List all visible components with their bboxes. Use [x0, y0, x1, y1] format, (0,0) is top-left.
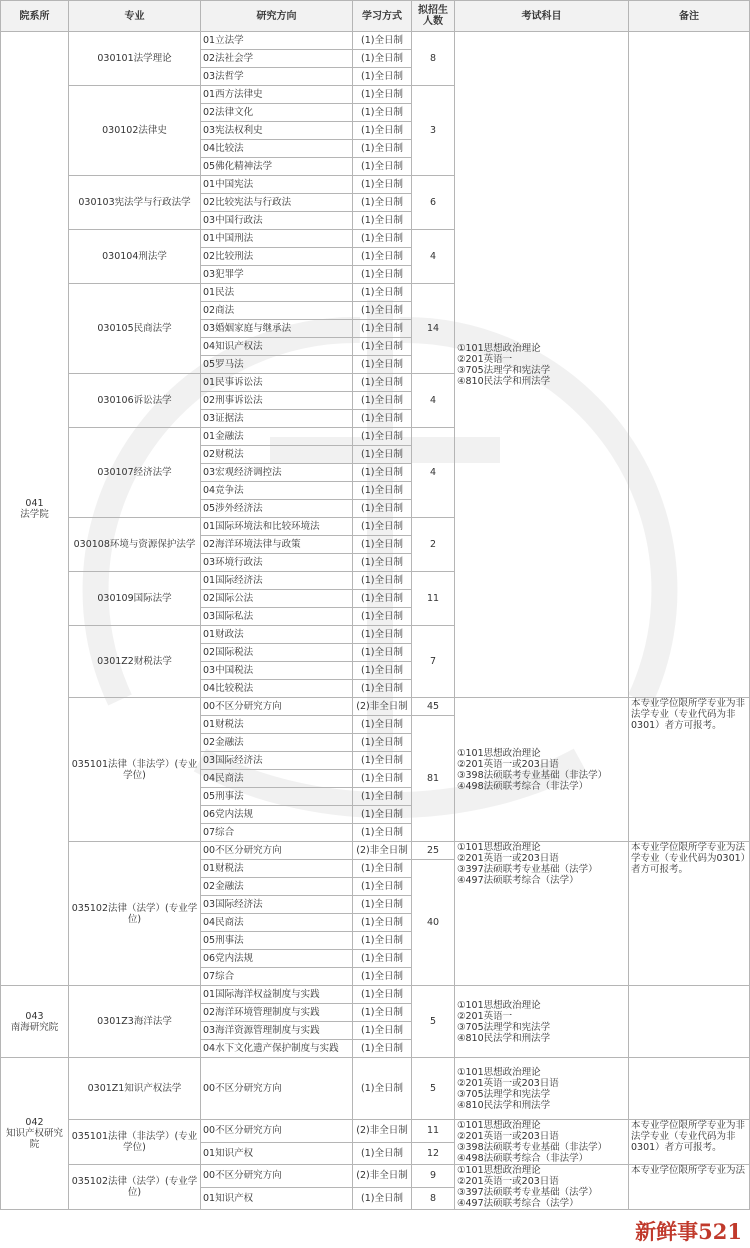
- direction-cell: 02海洋环境法律与政策: [201, 536, 353, 554]
- note-cell: 本专业学位限所学专业为非法学专业（专业代码为非0301）者方可报考。: [629, 1120, 750, 1165]
- exam-line: ②201英语一或203日语: [457, 1077, 559, 1089]
- direction-cell: 00不区分研究方向: [201, 842, 353, 860]
- mode-cell: (1)全日制: [353, 806, 412, 824]
- major-cell: 030109国际法学: [69, 572, 201, 626]
- note-cell: [629, 32, 750, 698]
- mode-cell: (1)全日制: [353, 320, 412, 338]
- major-cell: 035101法律（非法学）(专业学位): [69, 1120, 201, 1165]
- direction-cell: 01中国刑法: [201, 230, 353, 248]
- college-043: [1, 986, 69, 1058]
- quota-cell: 8: [412, 1187, 455, 1210]
- mode-cell: (1)全日制: [353, 572, 412, 590]
- mode-cell: (1)全日制: [353, 1187, 412, 1210]
- exam-line: ④810民法学和刑法学: [457, 1032, 551, 1044]
- exam-line: ①101思想政治理论: [457, 747, 541, 759]
- mode-cell: (1)全日制: [353, 1058, 412, 1120]
- direction-cell: 05佛化精神法学: [201, 158, 353, 176]
- major-cell: 030101法学理论: [69, 32, 201, 86]
- mode-cell: (1)全日制: [353, 464, 412, 482]
- direction-cell: 02法社会学: [201, 50, 353, 68]
- direction-cell: 01财税法: [201, 860, 353, 878]
- major-cell: 0301Z3海洋法学: [69, 986, 201, 1058]
- mode-cell: (1)全日制: [353, 518, 412, 536]
- mode-cell: (1)全日制: [353, 986, 412, 1004]
- direction-cell: 01民法: [201, 284, 353, 302]
- college-041: [1, 32, 69, 986]
- mode-cell: (1)全日制: [353, 770, 412, 788]
- exam-line: ②201英语一或203日语: [457, 1131, 559, 1142]
- mode-cell: (1)全日制: [353, 878, 412, 896]
- mode-cell: (1)全日制: [353, 104, 412, 122]
- direction-cell: 03证据法: [201, 410, 353, 428]
- direction-cell: 03国际私法: [201, 608, 353, 626]
- exam-line: ②201英语一: [457, 353, 513, 365]
- direction-cell: 02刑事诉讼法: [201, 392, 353, 410]
- direction-cell: 02财税法: [201, 446, 353, 464]
- college-code: 041: [25, 497, 44, 509]
- mode-cell: (1)全日制: [353, 536, 412, 554]
- direction-cell: 01知识产权: [201, 1142, 353, 1165]
- mode-cell: (1)全日制: [353, 410, 412, 428]
- mode-cell: (1)全日制: [353, 824, 412, 842]
- quota-cell: 7: [412, 626, 455, 698]
- direction-cell: 01国际海洋权益制度与实践: [201, 986, 353, 1004]
- direction-cell: 02金融法: [201, 734, 353, 752]
- header-note: 备注: [629, 1, 750, 32]
- mode-cell: (1)全日制: [353, 32, 412, 50]
- quota-cell: 12: [412, 1142, 455, 1165]
- mode-cell: (1)全日制: [353, 914, 412, 932]
- exam-line: ①101思想政治理论: [457, 842, 541, 853]
- quota-cell: 6: [412, 176, 455, 230]
- note-cell: 本专业学位限所学专业为法学专业（专业代码为0301）者方可报考。: [629, 842, 750, 986]
- exam-line: ④497法硕联考综合（法学）: [457, 875, 579, 886]
- exam-cell: [455, 1058, 629, 1120]
- direction-cell: 07综合: [201, 824, 353, 842]
- note-cell: [629, 1058, 750, 1120]
- mode-cell: (1)全日制: [353, 176, 412, 194]
- direction-cell: 04比较税法: [201, 680, 353, 698]
- major-cell: 030104刑法学: [69, 230, 201, 284]
- mode-cell: (1)全日制: [353, 896, 412, 914]
- exam-line: ②201英语一或203日语: [457, 1176, 559, 1187]
- mode-cell: (1)全日制: [353, 950, 412, 968]
- quota-cell: 4: [412, 428, 455, 518]
- note-cell: [629, 986, 750, 1058]
- exam-line: ①101思想政治理论: [457, 342, 541, 354]
- exam-line: ③398法硕联考专业基础（非法学）: [457, 1142, 608, 1153]
- direction-cell: 01国际经济法: [201, 572, 353, 590]
- quota-cell: 81: [412, 716, 455, 842]
- direction-cell: 01金融法: [201, 428, 353, 446]
- college-code: 043: [25, 1010, 44, 1022]
- note-cell: 本专业学位限所学专业为非法学专业（专业代码为非0301）者方可报考。: [629, 698, 750, 842]
- direction-cell: 03犯罪学: [201, 266, 353, 284]
- exam-line: ①101思想政治理论: [457, 1066, 541, 1078]
- mode-cell: (2)非全日制: [353, 698, 412, 716]
- exam-cell: [455, 986, 629, 1058]
- mode-cell: (1)全日制: [353, 302, 412, 320]
- mode-cell: (1)全日制: [353, 500, 412, 518]
- mode-cell: (2)非全日制: [353, 1120, 412, 1143]
- direction-cell: 05涉外经济法: [201, 500, 353, 518]
- mode-cell: (1)全日制: [353, 608, 412, 626]
- mode-cell: (1)全日制: [353, 230, 412, 248]
- exam-line: ①101思想政治理论: [457, 999, 541, 1011]
- corner-watermark: 新鲜事521: [635, 1219, 742, 1244]
- quota-cell: 25: [412, 842, 455, 860]
- exam-line: ④498法硕联考综合（非法学）: [457, 1153, 589, 1164]
- mode-cell: (1)全日制: [353, 626, 412, 644]
- exam-line: ②201英语一或203日语: [457, 758, 559, 770]
- direction-cell: 03国际经济法: [201, 896, 353, 914]
- mode-cell: (1)全日制: [353, 86, 412, 104]
- quota-cell: 40: [412, 860, 455, 986]
- mode-cell: (1)全日制: [353, 932, 412, 950]
- exam-line: ②201英语一或203日语: [457, 853, 559, 864]
- direction-cell: 04水下文化遗产保护制度与实践: [201, 1040, 353, 1058]
- mode-cell: (1)全日制: [353, 338, 412, 356]
- direction-cell: 02法律文化: [201, 104, 353, 122]
- major-cell: 035101法律（非法学）(专业学位): [69, 698, 201, 842]
- mode-cell: (2)非全日制: [353, 1165, 412, 1188]
- direction-cell: 04知识产权法: [201, 338, 353, 356]
- mode-cell: (1)全日制: [353, 680, 412, 698]
- header-mode: 学习方式: [353, 1, 412, 32]
- direction-cell: 05刑事法: [201, 788, 353, 806]
- exam-line: ④497法硕联考综合（法学）: [457, 1198, 579, 1209]
- exam-line: ④810民法学和刑法学: [457, 1099, 551, 1111]
- direction-cell: 02国际税法: [201, 644, 353, 662]
- college-name: 知识产权研究院: [5, 1128, 63, 1150]
- direction-cell: 01财政法: [201, 626, 353, 644]
- major-cell: 0301Z2财税法学: [69, 626, 201, 698]
- mode-cell: (1)全日制: [353, 266, 412, 284]
- quota-cell: 14: [412, 284, 455, 374]
- direction-cell: 01西方法律史: [201, 86, 353, 104]
- header-college: 院系所: [1, 1, 69, 32]
- mode-cell: (1)全日制: [353, 248, 412, 266]
- mode-cell: (1)全日制: [353, 860, 412, 878]
- direction-cell: 01民事诉讼法: [201, 374, 353, 392]
- college-name: 南海研究院: [10, 1021, 59, 1033]
- exam-line: ①101思想政治理论: [457, 1120, 541, 1131]
- direction-cell: 03环境行政法: [201, 554, 353, 572]
- header-quota: 拟招生人数: [412, 1, 455, 32]
- mode-cell: (1)全日制: [353, 554, 412, 572]
- quota-cell: 4: [412, 374, 455, 428]
- mode-cell: (1)全日制: [353, 140, 412, 158]
- direction-cell: 01国际环境法和比较环境法: [201, 518, 353, 536]
- direction-cell: 03宏观经济调控法: [201, 464, 353, 482]
- direction-cell: 03中国行政法: [201, 212, 353, 230]
- major-cell: 030102法律史: [69, 86, 201, 176]
- direction-cell: 01财税法: [201, 716, 353, 734]
- mode-cell: (1)全日制: [353, 752, 412, 770]
- mode-cell: (1)全日制: [353, 68, 412, 86]
- note-cell: 本专业学位限所学专业为法: [629, 1165, 750, 1210]
- mode-cell: (1)全日制: [353, 356, 412, 374]
- direction-cell: 02比较宪法与行政法: [201, 194, 353, 212]
- mode-cell: (1)全日制: [353, 1142, 412, 1165]
- mode-cell: (1)全日制: [353, 1004, 412, 1022]
- mode-cell: (1)全日制: [353, 194, 412, 212]
- mode-cell: (1)全日制: [353, 716, 412, 734]
- major-cell: 030105民商法学: [69, 284, 201, 374]
- quota-cell: 45: [412, 698, 455, 716]
- direction-cell: 03法哲学: [201, 68, 353, 86]
- exam-line: ③705法理学和宪法学: [457, 364, 551, 376]
- direction-cell: 03海洋资源管理制度与实践: [201, 1022, 353, 1040]
- quota-cell: 3: [412, 86, 455, 176]
- quota-cell: 9: [412, 1165, 455, 1188]
- mode-cell: (1)全日制: [353, 50, 412, 68]
- exam-cell: [455, 698, 629, 842]
- direction-cell: 04民商法: [201, 770, 353, 788]
- direction-cell: 04竞争法: [201, 482, 353, 500]
- direction-cell: 06党内法规: [201, 806, 353, 824]
- direction-cell: 01知识产权: [201, 1187, 353, 1210]
- direction-cell: 00不区分研究方向: [201, 1058, 353, 1120]
- quota-cell: 11: [412, 572, 455, 626]
- mode-cell: (1)全日制: [353, 1040, 412, 1058]
- mode-cell: (1)全日制: [353, 284, 412, 302]
- mode-cell: (1)全日制: [353, 482, 412, 500]
- mode-cell: (1)全日制: [353, 968, 412, 986]
- exam-line: ④810民法学和刑法学: [457, 375, 551, 387]
- direction-cell: 01立法学: [201, 32, 353, 50]
- exam-line: ③705法理学和宪法学: [457, 1021, 551, 1033]
- direction-cell: 05罗马法: [201, 356, 353, 374]
- mode-cell: (1)全日制: [353, 428, 412, 446]
- college-name: 法学院: [20, 508, 49, 520]
- direction-cell: 03中国税法: [201, 662, 353, 680]
- direction-cell: 00不区分研究方向: [201, 1120, 353, 1143]
- major-cell: 030106诉讼法学: [69, 374, 201, 428]
- direction-cell: 02国际公法: [201, 590, 353, 608]
- exam-cell: [455, 32, 629, 698]
- direction-cell: 03国际经济法: [201, 752, 353, 770]
- direction-cell: 02金融法: [201, 878, 353, 896]
- major-cell: 030103宪法学与行政法学: [69, 176, 201, 230]
- major-cell: 030108环境与资源保护法学: [69, 518, 201, 572]
- college-code: 042: [25, 1117, 44, 1128]
- direction-cell: 00不区分研究方向: [201, 698, 353, 716]
- quota-cell: 4: [412, 230, 455, 284]
- mode-cell: (1)全日制: [353, 122, 412, 140]
- mode-cell: (2)非全日制: [353, 842, 412, 860]
- exam-line: ③397法硕联考专业基础（法学）: [457, 864, 598, 875]
- header-direction: 研究方向: [201, 1, 353, 32]
- direction-cell: 00不区分研究方向: [201, 1165, 353, 1188]
- direction-cell: 06党内法规: [201, 950, 353, 968]
- exam-cell: [455, 1165, 629, 1210]
- mode-cell: (1)全日制: [353, 662, 412, 680]
- mode-cell: (1)全日制: [353, 374, 412, 392]
- header-major: 专业: [69, 1, 201, 32]
- quota-cell: 8: [412, 32, 455, 86]
- direction-cell: 07综合: [201, 968, 353, 986]
- quota-cell: 2: [412, 518, 455, 572]
- major-cell: 030107经济法学: [69, 428, 201, 518]
- exam-line: ③705法理学和宪法学: [457, 1088, 551, 1100]
- exam-cell: [455, 842, 629, 986]
- direction-cell: 04民商法: [201, 914, 353, 932]
- mode-cell: (1)全日制: [353, 446, 412, 464]
- exam-cell: [455, 1120, 629, 1165]
- major-cell: 0301Z1知识产权法学: [69, 1058, 201, 1120]
- direction-cell: 02海洋环境管理制度与实践: [201, 1004, 353, 1022]
- direction-cell: 02商法: [201, 302, 353, 320]
- exam-line: ②201英语一: [457, 1010, 513, 1022]
- exam-line: ③398法硕联考专业基础（非法学）: [457, 769, 608, 781]
- major-cell: 035102法律（法学）(专业学位): [69, 842, 201, 986]
- exam-line: ③397法硕联考专业基础（法学）: [457, 1187, 598, 1198]
- mode-cell: (1)全日制: [353, 1022, 412, 1040]
- direction-cell: 02比较刑法: [201, 248, 353, 266]
- mode-cell: (1)全日制: [353, 644, 412, 662]
- direction-cell: 03婚姻家庭与继承法: [201, 320, 353, 338]
- mode-cell: (1)全日制: [353, 392, 412, 410]
- exam-line: ①101思想政治理论: [457, 1165, 541, 1176]
- direction-cell: 05刑事法: [201, 932, 353, 950]
- mode-cell: (1)全日制: [353, 590, 412, 608]
- mode-cell: (1)全日制: [353, 158, 412, 176]
- quota-cell: 5: [412, 1058, 455, 1120]
- direction-cell: 04比较法: [201, 140, 353, 158]
- college-042: [1, 1058, 69, 1210]
- exam-line: ④498法硕联考综合（非法学）: [457, 780, 589, 792]
- mode-cell: (1)全日制: [353, 788, 412, 806]
- quota-cell: 11: [412, 1120, 455, 1143]
- quota-cell: 5: [412, 986, 455, 1058]
- direction-cell: 03宪法权利史: [201, 122, 353, 140]
- direction-cell: 01中国宪法: [201, 176, 353, 194]
- major-cell: 035102法律（法学）(专业学位): [69, 1165, 201, 1210]
- mode-cell: (1)全日制: [353, 212, 412, 230]
- header-exam: 考试科目: [455, 1, 629, 32]
- mode-cell: (1)全日制: [353, 734, 412, 752]
